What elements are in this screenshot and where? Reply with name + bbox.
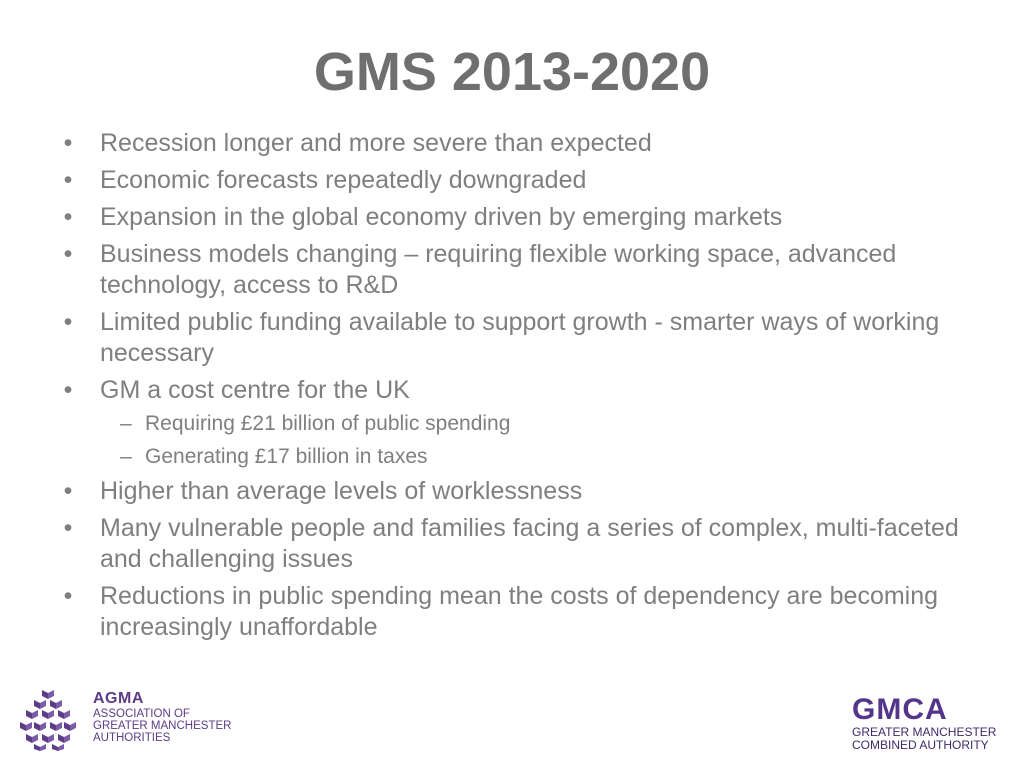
bullet-item bbox=[58, 307, 968, 369]
sub-bullet-list bbox=[100, 410, 968, 470]
bullet-list bbox=[58, 128, 968, 649]
bullet-marker: • bbox=[63, 240, 73, 268]
sub-bullet-text: Generating £17 billion in taxes bbox=[145, 445, 428, 468]
bullet-text: Higher than average levels of worklessness bbox=[100, 477, 583, 505]
bullet-marker: • bbox=[63, 477, 73, 505]
agma-line-3: AUTHORITIES bbox=[93, 732, 171, 744]
agma-logo bbox=[18, 688, 258, 752]
bullet-marker: • bbox=[63, 166, 73, 194]
gmca-line-2: COMBINED AUTHORITY bbox=[852, 738, 989, 752]
sub-bullet-marker: – bbox=[120, 412, 132, 435]
sub-bullet-item bbox=[100, 443, 968, 470]
slide-title: GMS 2013-2020 bbox=[313, 42, 711, 102]
agma-wordmark bbox=[93, 690, 231, 744]
bullet-marker: • bbox=[63, 308, 73, 336]
bullet-text: Limited public funding available to support growth - smarter ways of working necessary bbox=[100, 308, 940, 367]
bullet-item bbox=[58, 513, 968, 575]
bullet-item bbox=[58, 476, 968, 507]
bullet-text: Business models changing – requiring flexible working space, advanced technology, access to R&D bbox=[100, 240, 897, 299]
gmca-acronym: GMCA bbox=[852, 693, 948, 726]
bullet-item bbox=[58, 375, 968, 470]
bullet-marker: • bbox=[63, 376, 73, 404]
sub-bullet-marker: – bbox=[120, 445, 132, 468]
sub-bullet-item bbox=[100, 410, 968, 437]
gmca-line-1: GREATER MANCHESTER bbox=[852, 725, 997, 739]
agma-line-1: ASSOCIATION OF bbox=[93, 708, 190, 720]
bullet-item bbox=[58, 581, 968, 643]
bullet-item bbox=[58, 239, 968, 301]
bullet-marker: • bbox=[63, 129, 73, 157]
bullet-item bbox=[58, 128, 968, 159]
agma-line-2: GREATER MANCHESTER bbox=[93, 720, 232, 732]
bullet-text: GM a cost centre for the UK bbox=[100, 376, 410, 404]
bullet-text: Reductions in public spending mean the costs of dependency are becoming increasingly unaffordable bbox=[100, 582, 939, 641]
bullet-item bbox=[58, 202, 968, 233]
stacked-cubes-icon bbox=[18, 688, 82, 752]
sub-bullet-text: Requiring £21 billion of public spending bbox=[145, 412, 511, 435]
bullet-text: Recession longer and more severe than expected bbox=[100, 129, 652, 157]
bullet-marker: • bbox=[63, 203, 73, 231]
bullet-marker: • bbox=[63, 582, 73, 610]
bullet-marker: • bbox=[63, 514, 73, 542]
bullet-text: Economic forecasts repeatedly downgraded bbox=[100, 166, 587, 194]
gmca-logo bbox=[852, 694, 1012, 754]
bullet-text: Many vulnerable people and families facing a series of complex, multi-faceted and challenging issues bbox=[100, 514, 959, 573]
bullet-text: Expansion in the global economy driven by emerging markets bbox=[100, 203, 783, 231]
agma-acronym: AGMA bbox=[93, 690, 144, 707]
bullet-item bbox=[58, 165, 968, 196]
